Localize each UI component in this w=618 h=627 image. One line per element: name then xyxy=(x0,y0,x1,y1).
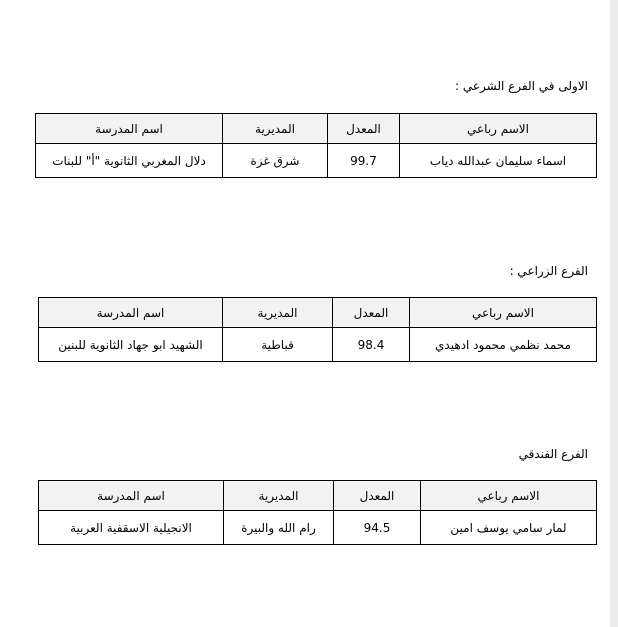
column-header-school: اسم المدرسة xyxy=(39,298,223,328)
cell-name: محمد نظمي محمود ادهيدي xyxy=(410,328,597,362)
column-header-directorate: المديرية xyxy=(223,114,328,144)
cell-average: 99.7 xyxy=(328,144,400,178)
table-header-row xyxy=(39,481,597,511)
column-header-school: اسم المدرسة xyxy=(36,114,223,144)
cell-school: الشهيد ابو جهاد الثانوية للبنين xyxy=(39,328,223,362)
column-header-school: اسم المدرسة xyxy=(39,481,224,511)
page-edge-strip xyxy=(610,0,618,627)
column-header-directorate: المديرية xyxy=(223,298,333,328)
column-header-directorate: المديرية xyxy=(224,481,334,511)
cell-school: الانجيلية الاسقفية العربية xyxy=(39,511,224,545)
results-table-sharia xyxy=(35,113,597,178)
column-header-name: الاسم رباعي xyxy=(400,114,597,144)
column-header-average: المعدل xyxy=(334,481,421,511)
cell-school: دلال المغربي الثانوية "أ" للبنات xyxy=(36,144,223,178)
table-row xyxy=(36,144,597,178)
section-heading-hotel: الفرع الفندقي xyxy=(518,447,588,461)
cell-directorate: رام الله والبيرة xyxy=(224,511,334,545)
table-row xyxy=(39,328,597,362)
cell-directorate: قباطية xyxy=(223,328,333,362)
cell-name: اسماء سليمان عبدالله دياب xyxy=(400,144,597,178)
cell-name: لمار سامي يوسف امين xyxy=(421,511,597,545)
cell-directorate: شرق غزة xyxy=(223,144,328,178)
table-row xyxy=(39,511,597,545)
cell-average: 94.5 xyxy=(334,511,421,545)
section-heading-agricultural: الفرع الزراعي : xyxy=(509,264,588,278)
table-header-row xyxy=(39,298,597,328)
results-table-hotel xyxy=(38,480,597,545)
results-table-agricultural xyxy=(38,297,597,362)
cell-average: 98.4 xyxy=(333,328,410,362)
section-heading-sharia: الاولى في الفرع الشرعي : xyxy=(455,79,588,93)
column-header-name: الاسم رباعي xyxy=(410,298,597,328)
column-header-average: المعدل xyxy=(333,298,410,328)
table-header-row xyxy=(36,114,597,144)
column-header-average: المعدل xyxy=(328,114,400,144)
column-header-name: الاسم رباعي xyxy=(421,481,597,511)
